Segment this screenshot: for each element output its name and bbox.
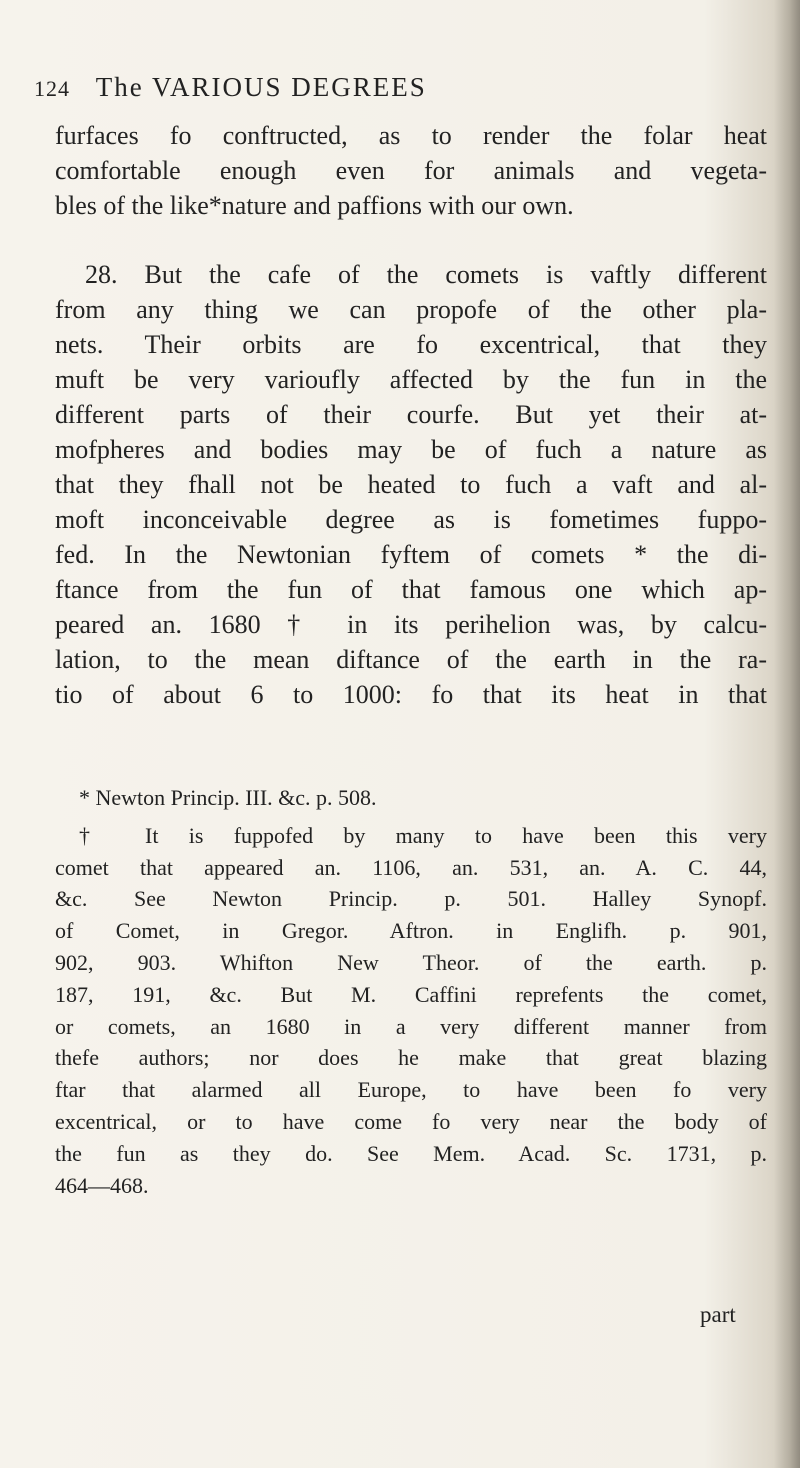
footnote-line: 187, 191, &c. But M. Caffini reprefents the comet, xyxy=(55,981,767,1007)
footnote-line: 464—468. xyxy=(55,1172,149,1198)
page-number: 124 xyxy=(34,76,70,101)
footnotes xyxy=(55,782,767,1201)
paragraph-1 xyxy=(55,118,767,223)
page-edge-shadow xyxy=(774,0,800,1468)
footnote-line: the fun as they do. See Mem. Acad. Sc. 1731, p. xyxy=(55,1140,767,1166)
footnote-line: comet that appeared an. 1106, an. 531, an. A. C. 44, xyxy=(55,854,767,880)
footnote-line: ftar that alarmed all Europe, to have been fo very xyxy=(55,1077,767,1103)
footnote-line: thefe authors; nor does he make that great blazing xyxy=(55,1045,767,1071)
footnote-line: &c. See Newton Princip. p. 501. Halley Synopf. xyxy=(55,886,767,912)
text-line: moft inconceivable degree as is fometimes fuppo- xyxy=(55,505,767,534)
text-line: bles of the like*nature and paffions with our own. xyxy=(55,191,574,220)
text-line: that they fhall not be heated to fuch a vaft and al- xyxy=(55,470,767,499)
text-line: 28. But the cafe of the comets is vaftly different xyxy=(85,260,767,289)
text-line: furfaces fo conftructed, as to render the folar heat xyxy=(55,121,767,150)
paragraph-2-continued xyxy=(55,292,767,712)
catchword: part xyxy=(700,1302,736,1327)
text-line: lation, to the mean diftance of the earth in the ra- xyxy=(55,645,767,674)
footnote-1 xyxy=(55,782,767,814)
text-line: tio of about 6 to 1000: fo that its heat in that xyxy=(55,680,767,709)
footnote-2 xyxy=(55,820,767,1202)
running-title: The VARIOUS DEGREES xyxy=(95,72,427,102)
text-line: ftance from the fun of that famous one which ap- xyxy=(55,575,767,604)
footnote-line: 902, 903. Whifton New Theor. of the earth. p. xyxy=(55,949,767,975)
footnote-line: excentrical, or to have come fo very near the body of xyxy=(55,1108,767,1134)
footnote-line: † It is fuppofed by many to have been this very xyxy=(79,822,767,848)
running-header xyxy=(34,72,754,103)
text-line: peared an. 1680 † in its perihelion was, by calcu- xyxy=(55,610,767,639)
footnote-line: of Comet, in Gregor. Aftron. in Englifh. p. 901, xyxy=(55,918,767,944)
footnote-line: * Newton Princip. III. &c. p. 508. xyxy=(79,785,377,810)
text-line: fed. In the Newtonian fyftem of comets * the di- xyxy=(55,540,767,569)
main-text xyxy=(55,118,767,712)
text-line: from any thing we can propofe of the other pla- xyxy=(55,295,767,324)
text-line: different parts of their courfe. But yet their at- xyxy=(55,400,767,429)
text-line: mofpheres and bodies may be of fuch a nature as xyxy=(55,435,767,464)
paragraph-2 xyxy=(55,257,767,292)
text-line: muft be very varioufly affected by the fun in the xyxy=(55,365,767,394)
text-line: comfortable enough even for animals and vegeta- xyxy=(55,156,767,185)
footnote-line: or comets, an 1680 in a very different manner from xyxy=(55,1013,767,1039)
text-line: nets. Their orbits are fo excentrical, that they xyxy=(55,330,767,359)
